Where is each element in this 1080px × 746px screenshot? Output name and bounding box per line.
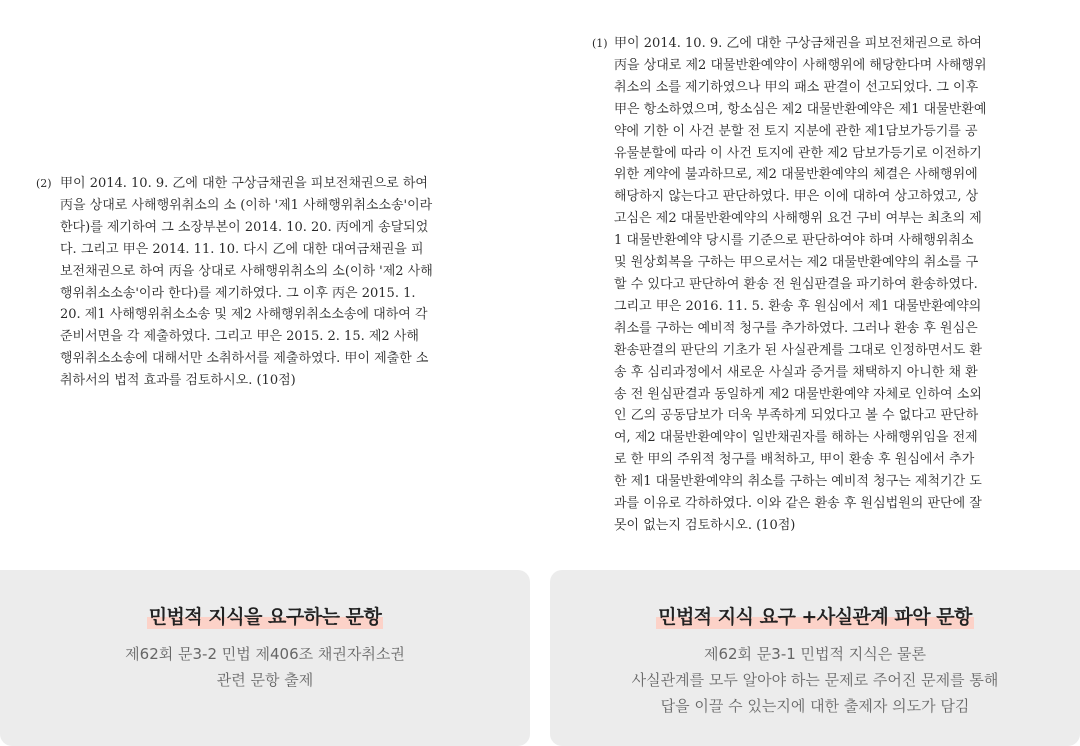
question-line: 로 한 甲의 주위적 청구를 배척하고, 甲이 환송 후 원심에서 추가	[614, 452, 975, 468]
question-line: 여, 제2 대물반환예약이 일반채권자를 해하는 사해행위임을 전제	[614, 430, 978, 446]
question-line: 1 대물반환예약 당시를 기준으로 판단하여야 하며 사해행위취소	[614, 233, 974, 249]
question-line: 해당하지 않는다고 판단하였다. 甲은 이에 대하여 상고하였고, 상	[614, 189, 979, 205]
caption-card-right	[550, 570, 1080, 746]
question-line: 행위취소소송'이라 한다)를 제기하였다. 그 이후 丙은 2015. 1.	[60, 285, 416, 301]
caption-card-left	[0, 570, 530, 746]
question-line: 행위취소소송에 대해서만 소취하서를 제출하였다. 甲이 제출한 소	[60, 351, 429, 367]
question-line: 丙을 상대로 제2 대물반환예약이 사해행위에 해당한다며 사해행위	[614, 57, 987, 73]
question-line: 20. 제1 사해행위취소소송 및 제2 사해행위취소소송에 대하여 각	[60, 307, 428, 323]
card-title: 민법적 지식을 요구하는 문항	[147, 602, 384, 629]
question-number: (2)	[36, 177, 52, 190]
question-line: 약에 기한 이 사건 분할 전 토지 지분에 관한 제1담보가등기를 공	[614, 123, 978, 139]
exam-question-1	[592, 33, 1040, 537]
question-line: 丙을 상대로 사해행위취소의 소 (이하 '제1 사해행위취소소송'이라	[60, 197, 433, 213]
question-line: 한 제1 대물반환예약의 취소를 구하는 예비적 청구는 제척기간 도	[614, 474, 982, 490]
question-line: 및 원상회복을 구하는 甲으로서는 제2 대물반환예약의 취소를 구	[614, 255, 979, 271]
question-line: 취하서의 법적 효과를 검토하시오. (10점)	[60, 373, 296, 389]
question-line: 취소를 구하는 예비적 청구를 추가하였다. 그러나 환송 후 원심은	[614, 320, 978, 336]
question-number: (1)	[592, 37, 608, 50]
question-line: 甲이 2014. 10. 9. 乙에 대한 구상금채권을 피보전채권으로 하여	[60, 176, 428, 191]
question-line: 고심은 제2 대물반환예약의 사해행위 요건 구비 여부는 최초의 제	[614, 211, 982, 227]
question-line: 유물분할에 따라 이 사건 토지에 관한 제2 담보가등기로 이전하기	[614, 145, 982, 161]
question-line: 甲은 항소하였으며, 항소심은 제2 대물반환예약은 제1 대물반환예	[614, 101, 987, 117]
question-line: 할 수 있다고 판단하여 환송 전 원심판결을 파기하여 환송하였다.	[614, 276, 978, 292]
card-title: 민법적 지식 요구 +사실관계 파악 문항	[656, 602, 974, 629]
card-description-line: 답을 이끌 수 있는지에 대한 출제자 의도가 담김	[660, 697, 970, 715]
exam-question-2	[36, 173, 496, 392]
question-line: 송 전 원심판결과 동일하게 제2 대물반환예약 자체로 인하여 소외	[614, 386, 982, 402]
question-line: 과를 이유로 각하하였다. 이와 같은 환송 후 원심법원의 판단에 잘	[614, 496, 982, 512]
card-description-line: 제62회 문3-2 민법 제406조 채권자취소권	[125, 645, 405, 663]
question-line: 환송판결의 판단의 기초가 된 사실관계를 그대로 인정하면서도 환	[614, 342, 982, 358]
card-description	[550, 641, 1080, 719]
question-line: 甲이 2014. 10. 9. 乙에 대한 구상금채권을 피보전채권으로 하여	[614, 36, 982, 51]
card-description-line: 제62회 문3-1 민법적 지식은 물론	[703, 645, 927, 663]
question-text	[36, 173, 496, 392]
card-description-line: 관련 문항 출제	[216, 671, 314, 689]
question-line: 취소의 소를 제기하였으나 甲의 패소 판결이 선고되었다. 그 이후	[614, 79, 979, 95]
question-line: 그리고 甲은 2016. 11. 5. 환송 후 원심에서 제1 대물반환예약의	[614, 298, 982, 314]
question-line: 보전채권으로 하여 丙을 상대로 사해행위취소의 소(이하 '제2 사해	[60, 263, 433, 279]
question-line: 준비서면을 각 제출하였다. 그리고 甲은 2015. 2. 15. 제2 사해	[60, 329, 419, 345]
question-line: 위한 계약에 불과하므로, 제2 대물반환예약의 체결은 사해행위에	[614, 167, 978, 183]
question-line: 다. 그리고 甲은 2014. 11. 10. 다시 乙에 대한 대여금채권을 피	[60, 241, 424, 257]
card-description	[0, 641, 530, 693]
question-line: 송 후 심리과정에서 새로운 사실과 증거를 채택하지 아니한 채 환	[614, 364, 978, 380]
question-line: 인 乙의 공동담보가 더욱 부족하게 되었다고 볼 수 없다고 판단하	[614, 408, 979, 424]
question-text	[592, 33, 1040, 537]
card-description-line: 사실관계를 모두 알아야 하는 문제로 주어진 문제를 통해	[631, 671, 999, 689]
question-line: 한다)를 제기하여 그 소장부본이 2014. 10. 20. 丙에게 송달되었	[60, 219, 429, 235]
question-line: 못이 없는지 검토하시오. (10점)	[614, 517, 796, 533]
